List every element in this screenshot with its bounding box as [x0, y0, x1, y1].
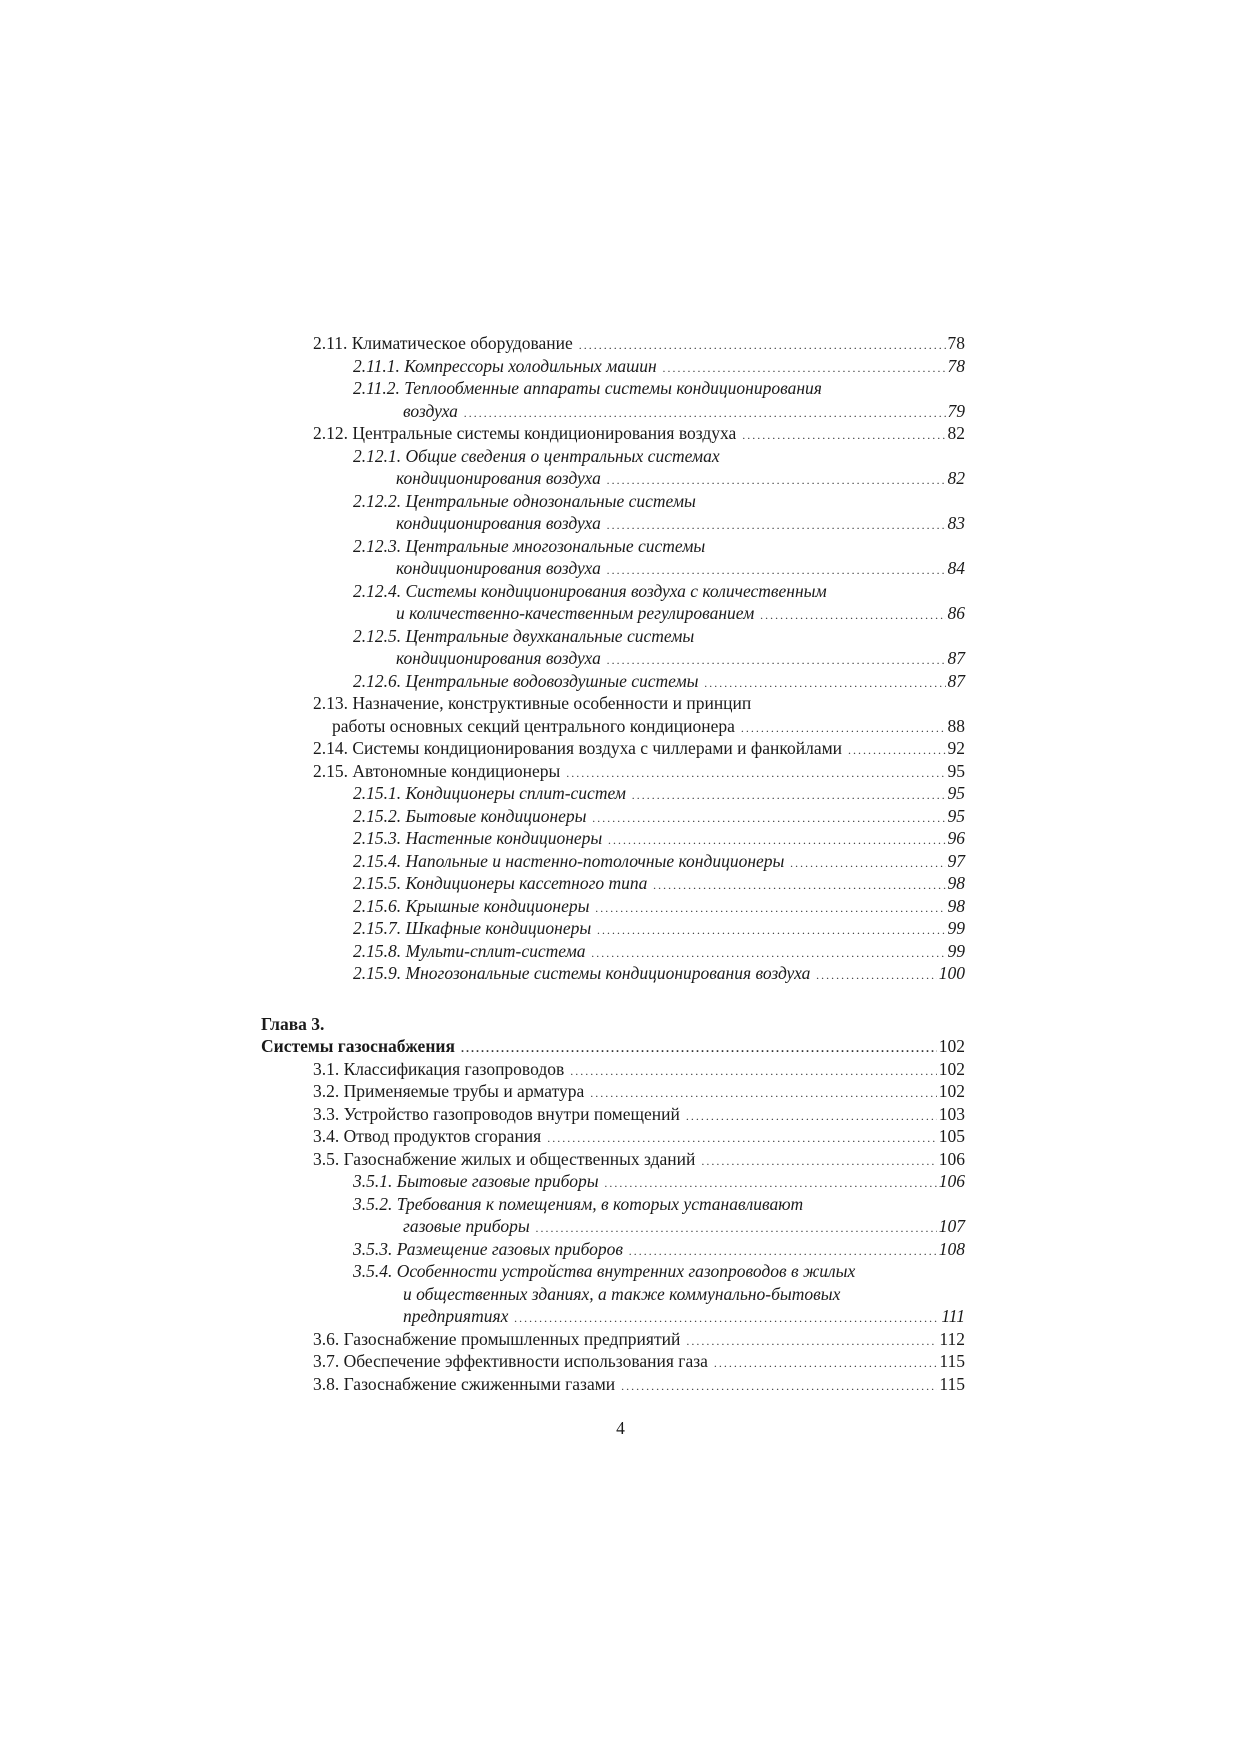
- toc-entry-title: 2.11.1. Компрессоры холодильных машин: [353, 355, 657, 376]
- chapter-3-label: [261, 1013, 965, 1036]
- dot-leader: [686, 1330, 937, 1353]
- toc-entry-page: 102: [938, 1081, 965, 1101]
- toc-entry-page: 106: [938, 1171, 965, 1191]
- toc-entry-2-11-2-cont: [261, 400, 965, 423]
- dot-leader: [605, 1172, 937, 1195]
- dot-leader: [464, 402, 946, 425]
- toc-entry-3-4: [261, 1125, 965, 1148]
- toc-entry-2-15-1: [261, 782, 965, 805]
- toc-entry-title: 2.15. Автономные кондиционеры: [313, 760, 561, 781]
- toc-entry-title: 2.15.5. Кондиционеры кассетного типа: [353, 873, 648, 893]
- dot-leader: [593, 807, 946, 830]
- toc-entry-title: 3.2. Применяемые трубы и арматура: [313, 1081, 585, 1101]
- toc-entry-page: 115: [939, 1373, 965, 1394]
- dot-leader: [570, 1060, 937, 1083]
- dot-leader: [607, 649, 946, 672]
- toc-entry-page: 87: [947, 648, 965, 668]
- toc-entry-2-15-9: [261, 962, 965, 985]
- toc-entry-2-15-7: [261, 917, 965, 940]
- toc-entry-2-15-5: [261, 872, 965, 895]
- toc-entry-title: 2.12.2. Центральные однозональные системы: [353, 490, 696, 511]
- dot-leader: [607, 559, 946, 582]
- toc-entry-2-12-2-cont: [261, 512, 965, 535]
- chapter-title: Системы газоснабжения: [261, 1036, 455, 1056]
- toc-entry-page: 95: [947, 805, 965, 826]
- toc-entry-3-3: [261, 1103, 965, 1126]
- toc-entry-title: 3.8. Газоснабжение сжиженными газами: [313, 1373, 616, 1394]
- toc-entry-page: 78: [947, 355, 965, 376]
- dot-leader: [632, 784, 946, 807]
- toc-entry-title: 3.7. Обеспечение эффективности использования газа: [313, 1351, 708, 1371]
- toc-entry-2-12-3: [261, 535, 965, 558]
- toc-entry-3-1: [261, 1058, 965, 1081]
- dot-leader: [848, 739, 945, 762]
- page-number: 4: [616, 1418, 625, 1438]
- toc-entry-2-12-1-cont: [261, 467, 965, 490]
- toc-entry-continuation: и количественно-качественным регулированием: [396, 603, 755, 623]
- toc-entry-2-15-2: [261, 805, 965, 828]
- toc-entry-2-14: [261, 737, 965, 760]
- toc-entry-3-5-1: [261, 1170, 965, 1193]
- toc-entry-3-6: [261, 1328, 965, 1351]
- toc-entry-2-12-1: [261, 445, 965, 468]
- toc-entry-3-5-2-cont: [261, 1215, 965, 1238]
- dot-leader: [742, 424, 945, 447]
- toc-entry-title: 3.4. Отвод продуктов сгорания: [313, 1126, 542, 1146]
- toc-entry-page: 103: [938, 1103, 965, 1124]
- toc-entry-2-12-5-cont: [261, 647, 965, 670]
- toc-entry-3-8: [261, 1373, 965, 1396]
- toc-entry-2-13: [261, 692, 965, 715]
- toc-entry-2-11-2: [261, 377, 965, 400]
- toc-entry-title: 2.15.8. Мульти-сплит-система: [353, 940, 586, 961]
- dot-leader: [621, 1375, 937, 1398]
- toc-entry-page: 95: [947, 783, 965, 803]
- toc-entry-continuation: и общественных зданиях, а также коммунально-бытовых: [403, 1283, 841, 1304]
- toc-entry-2-15-8: [261, 940, 965, 963]
- toc-entry-page: 86: [947, 603, 965, 623]
- toc-entry-continuation: воздуха: [403, 400, 458, 421]
- toc-entry-page: 84: [947, 558, 965, 578]
- toc-entry-page: 97: [947, 850, 965, 871]
- toc-entry-3-5-4-cont1: [261, 1283, 965, 1306]
- dot-leader: [760, 604, 945, 627]
- toc-entry-title: 2.15.2. Бытовые кондиционеры: [353, 805, 587, 826]
- toc-entry-page: 99: [947, 940, 965, 961]
- toc-entry-2-15-6: [261, 895, 965, 918]
- dot-leader: [663, 357, 946, 380]
- toc-entry-title: 3.1. Классификация газопроводов: [313, 1058, 565, 1079]
- toc-entry-2-12-4: [261, 580, 965, 603]
- toc-entry-continuation: газовые приборы: [403, 1216, 530, 1236]
- toc-entry-title: 2.15.3. Настенные кондиционеры: [353, 828, 603, 848]
- toc-entry-3-5-3: [261, 1238, 965, 1261]
- dot-leader: [790, 852, 945, 875]
- toc-entry-page: 108: [938, 1238, 965, 1259]
- toc-entry-title: 2.15.9. Многозональные системы кондиционирования воздуха: [353, 963, 811, 983]
- toc-entry-title: 2.15.6. Крышные кондиционеры: [353, 895, 590, 916]
- dot-leader: [547, 1127, 937, 1150]
- toc-entry-title: 2.14. Системы кондиционирования воздуха с чиллерами и фанкойлами: [313, 738, 843, 758]
- toc-entry-page: 105: [938, 1126, 965, 1146]
- toc-entry-title: 2.11. Климатическое оборудование: [313, 333, 573, 353]
- toc-entry-continuation: кондиционирования воздуха: [396, 468, 601, 488]
- toc-entry-page: 107: [938, 1216, 965, 1236]
- toc-entry-title: 3.3. Устройство газопроводов внутри помещений: [313, 1103, 680, 1124]
- toc-entry-page: 100: [938, 963, 965, 983]
- toc-entry-page: 82: [947, 423, 965, 443]
- toc-entry-page: 87: [947, 670, 965, 691]
- toc-entry-continuation: предприятиях: [403, 1306, 509, 1326]
- toc-entry-page: 96: [947, 828, 965, 848]
- toc-entry-2-12-4-cont: [261, 602, 965, 625]
- dot-leader: [566, 762, 945, 785]
- toc-entry-continuation: работы основных секций центрального кондиционера: [332, 715, 735, 736]
- toc-entry-2-12-6: [261, 670, 965, 693]
- dot-leader: [607, 514, 946, 537]
- toc-entry-title: 3.5.2. Требования к помещениям, в которых устанавливают: [353, 1193, 804, 1214]
- toc-entry-continuation: кондиционирования воздуха: [396, 648, 601, 668]
- toc-entry-3-5: [261, 1148, 965, 1171]
- dot-leader: [597, 919, 945, 942]
- toc-entry-continuation: кондиционирования воздуха: [396, 558, 601, 578]
- toc-entry-page: 82: [947, 468, 965, 488]
- dot-leader: [741, 717, 946, 740]
- toc-entry-2-12-5: [261, 625, 965, 648]
- dot-leader: [536, 1217, 937, 1240]
- chapter-label: Глава 3.: [261, 1013, 325, 1034]
- dot-leader: [607, 469, 946, 492]
- chapter-spacer: [261, 985, 965, 1013]
- toc-entry-page: 92: [947, 738, 965, 758]
- toc-entry-page: 79: [947, 400, 965, 421]
- toc-entry-3-2: [261, 1080, 965, 1103]
- toc-entry-page: 83: [947, 513, 965, 533]
- toc-entry-title: 2.12.6. Центральные водовоздушные системы: [353, 670, 699, 691]
- dot-leader: [608, 829, 945, 852]
- toc-entry-2-12-2: [261, 490, 965, 513]
- toc-entry-title: 2.12.5. Центральные двухканальные системы: [353, 625, 695, 646]
- toc-entry-2-13-cont: [261, 715, 965, 738]
- toc-entry-page: 115: [939, 1351, 965, 1371]
- toc-entry-3-7: [261, 1350, 965, 1373]
- toc-entry-title: 2.12. Центральные системы кондиционирования воздуха: [313, 423, 737, 443]
- toc-entry-page: 78: [947, 333, 965, 353]
- toc-entry-page: 98: [947, 895, 965, 916]
- dot-leader: [705, 672, 946, 695]
- toc-entry-continuation: кондиционирования воздуха: [396, 513, 601, 533]
- toc-entry-page: 111: [941, 1306, 965, 1326]
- toc-entry-title: 3.6. Газоснабжение промышленных предприятий: [313, 1328, 681, 1349]
- toc-entry-page: 112: [939, 1328, 965, 1349]
- toc-entry-title: 2.15.1. Кондиционеры сплит-систем: [353, 783, 626, 803]
- table-of-contents: [261, 332, 965, 1395]
- toc-entry-3-5-4: [261, 1260, 965, 1283]
- dot-leader: [461, 1037, 937, 1060]
- dot-leader: [653, 874, 945, 897]
- toc-entry-page: 102: [938, 1058, 965, 1079]
- toc-entry-title: 3.5.1. Бытовые газовые приборы: [353, 1171, 599, 1191]
- toc-entry-2-15-3: [261, 827, 965, 850]
- dot-leader: [590, 1082, 936, 1105]
- toc-entry-title: 2.12.4. Системы кондиционирования воздуха с количественным: [353, 580, 827, 601]
- toc-entry-3-5-4-cont2: [261, 1305, 965, 1328]
- toc-entry-page: 106: [938, 1148, 965, 1169]
- toc-entry-2-11: [261, 332, 965, 355]
- toc-entry-page: 95: [947, 760, 965, 781]
- toc-entry-title: 2.13. Назначение, конструктивные особенности и принцип: [313, 693, 752, 713]
- toc-entry-page: 99: [947, 918, 965, 938]
- dot-leader: [629, 1240, 937, 1263]
- dot-leader: [816, 964, 936, 987]
- toc-entry-title: 2.15.4. Напольные и настенно-потолочные кондиционеры: [353, 850, 785, 871]
- dot-leader: [714, 1352, 937, 1375]
- toc-entry-page: 88: [947, 715, 965, 736]
- toc-entry-title: 2.12.3. Центральные многозональные системы: [353, 535, 706, 556]
- toc-entry-2-12: [261, 422, 965, 445]
- dot-leader: [579, 334, 946, 357]
- toc-entry-title: 3.5. Газоснабжение жилых и общественных зданий: [313, 1148, 696, 1169]
- toc-entry-title: 2.12.1. Общие сведения о центральных системах: [353, 445, 720, 466]
- dot-leader: [595, 897, 945, 920]
- dot-leader: [592, 942, 946, 965]
- toc-entry-page: 98: [947, 873, 965, 893]
- dot-leader: [514, 1307, 939, 1330]
- dot-leader: [686, 1105, 937, 1128]
- toc-entry-2-12-3-cont: [261, 557, 965, 580]
- toc-entry-chapter-3: [261, 1035, 965, 1058]
- toc-entry-title: 2.11.2. Теплообменные аппараты системы кондиционирования: [353, 378, 822, 398]
- toc-entry-3-5-2: [261, 1193, 965, 1216]
- toc-entry-2-15-4: [261, 850, 965, 873]
- dot-leader: [701, 1150, 936, 1173]
- toc-entry-2-11-1: [261, 355, 965, 378]
- toc-entry-title: 2.15.7. Шкафные кондиционеры: [353, 918, 592, 938]
- toc-entry-title: 3.5.3. Размещение газовых приборов: [353, 1238, 624, 1259]
- toc-entry-page: 102: [938, 1036, 965, 1056]
- toc-entry-2-15: [261, 760, 965, 783]
- toc-entry-title: 3.5.4. Особенности устройства внутренних газопроводов в жилых: [353, 1261, 856, 1281]
